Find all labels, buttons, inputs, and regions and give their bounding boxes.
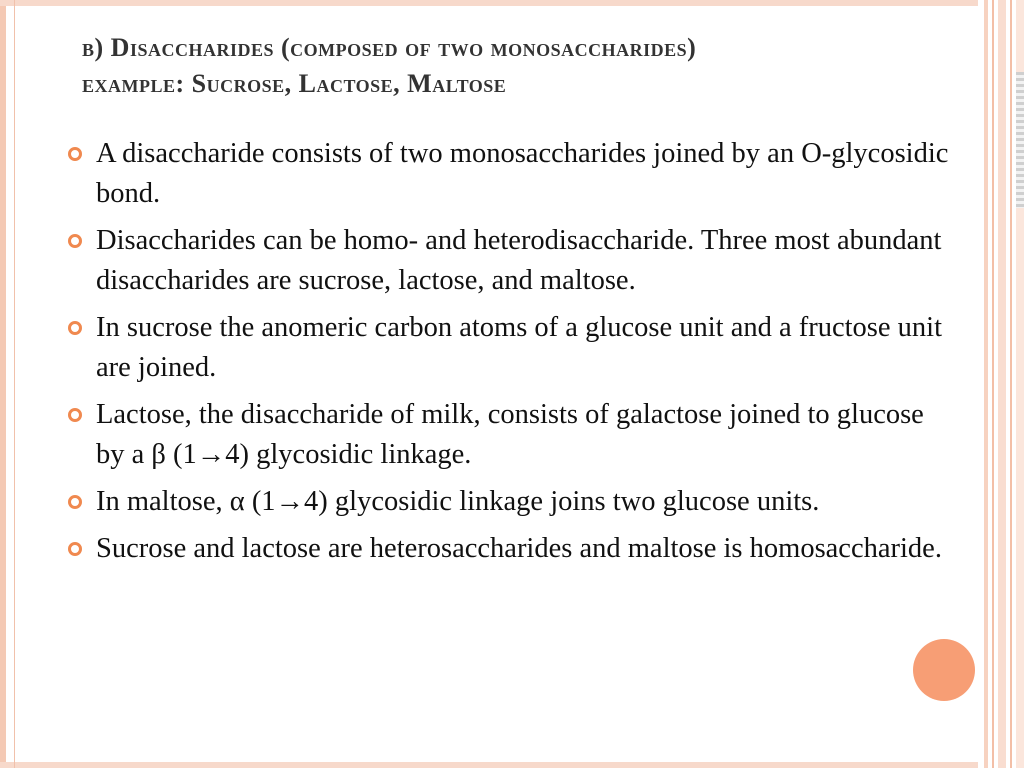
- circle-bullet-icon: [68, 495, 82, 509]
- circle-bullet-icon: [68, 147, 82, 161]
- slide-title: [82, 30, 962, 102]
- bullet-text: A disaccharide consists of two monosaccharides joined by an O-glycosidic bond.: [96, 138, 949, 209]
- bullet-item: [66, 482, 956, 522]
- circle-bullet-icon: [68, 542, 82, 556]
- bullet-text: Disaccharides can be homo- and heterodisaccharide. Three most abundant disaccharides are sucrose, lactose, and maltose.: [96, 225, 942, 296]
- bullet-item: [66, 134, 956, 214]
- bullet-text: Sucrose and lactose are heterosaccharides and maltose is homosaccharide.: [96, 533, 942, 564]
- title-line-2: example: Sucrose, Lactose, Maltose: [82, 69, 507, 98]
- slide-frame-inner-line: [14, 0, 15, 768]
- slide-thumbnail-edge: [1016, 72, 1024, 208]
- slide-frame-bottom: [0, 762, 990, 768]
- circle-bullet-icon: [68, 234, 82, 248]
- circle-bullet-icon: [68, 408, 82, 422]
- slide-frame-left: [0, 0, 6, 768]
- bullet-text: In sucrose the anomeric carbon atoms of a glucose unit and a fructose unit are joined.: [96, 312, 943, 383]
- bullet-text: Lactose, the disaccharide of milk, consists of galactose joined to glucose by a β (1→4) glycosidic linkage.: [96, 399, 924, 470]
- title-line-1: b) Disaccharides (composed of two monosaccharides): [82, 33, 697, 62]
- bullet-item: [66, 221, 956, 301]
- bullet-item: [66, 529, 956, 569]
- circle-bullet-icon: [68, 321, 82, 335]
- orange-circle-icon: [913, 639, 975, 701]
- bullet-list: [66, 134, 956, 576]
- bullet-text: In maltose, α (1→4) glycosidic linkage joins two glucose units.: [96, 486, 820, 517]
- slide-frame-top: [0, 0, 990, 6]
- bullet-item: [66, 308, 956, 388]
- bullet-item: [66, 395, 956, 475]
